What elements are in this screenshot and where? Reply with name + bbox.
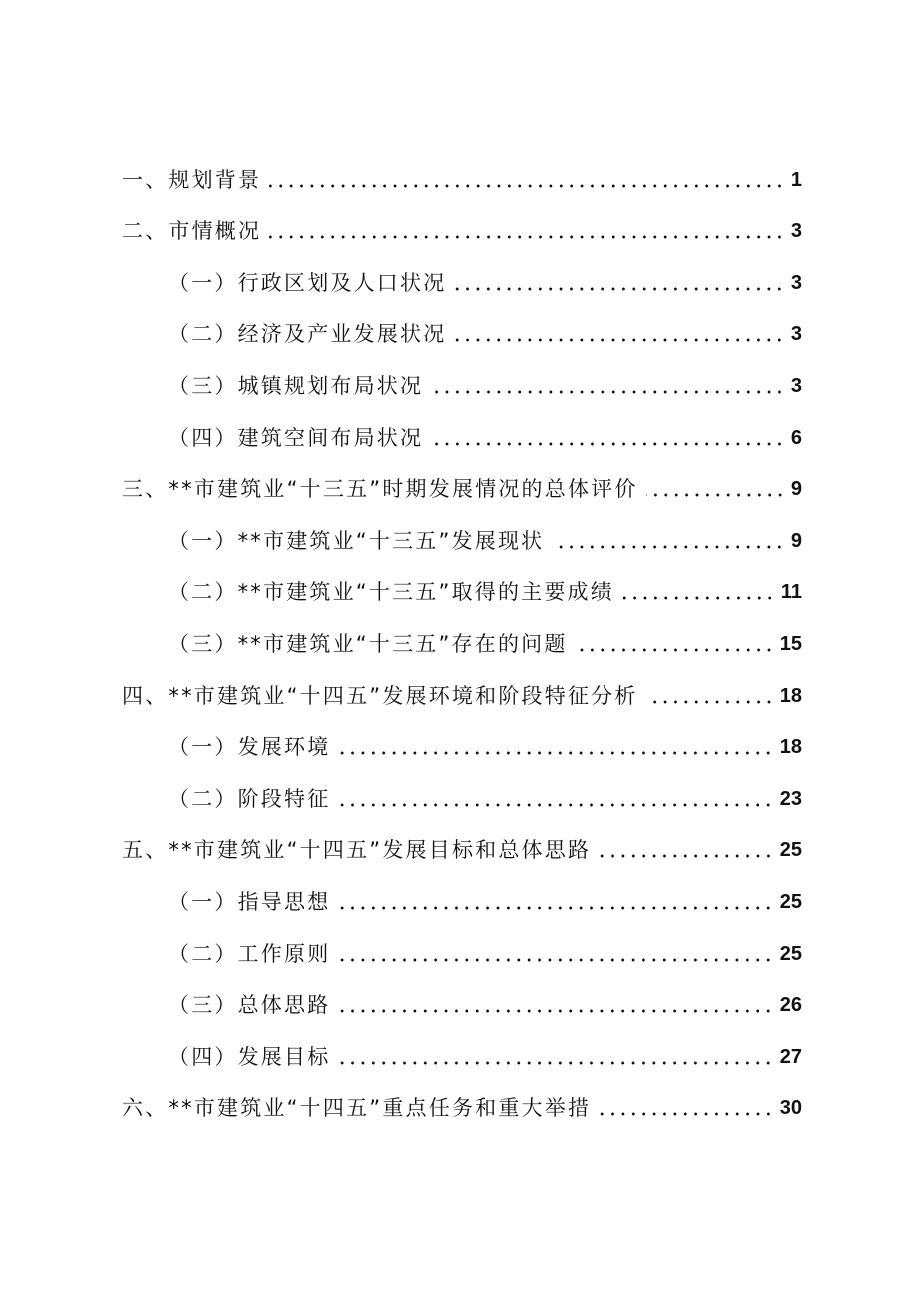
toc-entry-page-number: 11 [780,581,802,604]
toc-entry-title: （四）建筑空间布局状况 [168,425,424,450]
dot-leader [269,235,785,239]
toc-entry-page-number: 3 [790,220,802,243]
toc-entry-subsection-2-1[interactable] [0,246,920,298]
toc-entry-page-number: 23 [779,787,802,810]
toc-entry-title: （一）指导思想 [168,889,331,914]
toc-entry-subsection-4-2[interactable] [0,762,920,814]
dot-leader [338,958,773,962]
toc-entry-section-5[interactable] [0,814,920,866]
toc-entry-title: （三）城镇规划布局状况 [168,373,424,398]
toc-entry-title: 六、**市建筑业“十四五”重点任务和重大举措 [122,1096,592,1121]
dot-leader [599,854,774,858]
toc-entry-page-number: 9 [790,478,802,501]
dot-leader [338,803,773,807]
toc-entry-page-number: 3 [790,374,802,397]
dot-leader [454,338,784,342]
toc-entry-title: （二）阶段特征 [168,786,331,811]
toc-entry-page-number: 1 [790,168,802,191]
dot-leader [269,184,785,188]
toc-entry-page-number: 18 [779,684,802,707]
dot-leader [338,1009,773,1013]
dot-leader [338,906,773,910]
toc-entry-subsection-2-2[interactable] [0,298,920,350]
table-of-contents [0,143,920,1123]
toc-entry-title: （二）经济及产业发展状况 [168,322,447,347]
toc-entry-title: 四、**市建筑业“十四五”发展环境和阶段特征分析 [122,683,638,708]
toc-entry-subsection-5-1[interactable] [0,865,920,917]
toc-entry-section-3[interactable] [0,453,920,505]
toc-entry-page-number: 6 [790,426,802,449]
toc-entry-subsection-5-4[interactable] [0,1020,920,1072]
toc-entry-page-number: 25 [779,890,802,913]
toc-entry-title: 一、规划背景 [122,167,262,192]
toc-entry-page-number: 25 [779,839,802,862]
toc-entry-page-number: 3 [790,323,802,346]
toc-entry-section-4[interactable] [0,659,920,711]
toc-entry-page-number: 30 [779,1097,802,1120]
toc-entry-subsection-3-2[interactable] [0,556,920,608]
toc-entry-title: （一）**市建筑业“十三五”发展现状 [168,528,545,553]
toc-entry-subsection-2-4[interactable] [0,401,920,453]
toc-entry-title: 二、市情概况 [122,219,262,244]
toc-entry-title: （四）发展目标 [168,1044,331,1069]
toc-entry-subsection-5-3[interactable] [0,969,920,1021]
toc-entry-title: （一）行政区划及人口状况 [168,270,447,295]
toc-entry-title: （二）工作原则 [168,941,331,966]
toc-entry-title: （二）**市建筑业“十三五”取得的主要成绩 [168,580,614,605]
toc-entry-section-6[interactable] [0,1072,920,1124]
toc-entry-page-number: 15 [779,632,802,655]
toc-entry-page-number: 27 [779,1045,802,1068]
toc-entry-section-2[interactable] [0,195,920,247]
toc-entry-section-1[interactable] [0,143,920,195]
toc-entry-page-number: 18 [779,736,802,759]
toc-entry-subsection-3-3[interactable] [0,607,920,659]
toc-entry-page-number: 9 [790,529,802,552]
dot-leader [646,700,774,704]
toc-entry-subsection-4-1[interactable] [0,711,920,763]
dot-leader [622,596,775,600]
toc-entry-subsection-5-2[interactable] [0,917,920,969]
toc-entry-title: 五、**市建筑业“十四五”发展目标和总体思路 [122,838,592,863]
dot-leader [431,390,785,394]
toc-entry-title: 三、**市建筑业“十三五”时期发展情况的总体评价 [122,477,638,502]
dot-leader [646,493,785,497]
dot-leader [338,1061,773,1065]
toc-entry-title: （三）**市建筑业“十三五”存在的问题 [168,631,568,656]
toc-entry-page-number: 25 [779,942,802,965]
toc-entry-subsection-3-1[interactable] [0,504,920,556]
toc-entry-page-number: 26 [779,994,802,1017]
toc-entry-title: （一）发展环境 [168,735,331,760]
dot-leader [576,648,774,652]
dot-leader [599,1112,774,1116]
toc-entry-subsection-2-3[interactable] [0,349,920,401]
dot-leader [338,751,773,755]
dot-leader [552,545,785,549]
toc-entry-title: （三）总体思路 [168,993,331,1018]
dot-leader [431,442,785,446]
toc-entry-page-number: 3 [790,271,802,294]
dot-leader [454,287,784,291]
